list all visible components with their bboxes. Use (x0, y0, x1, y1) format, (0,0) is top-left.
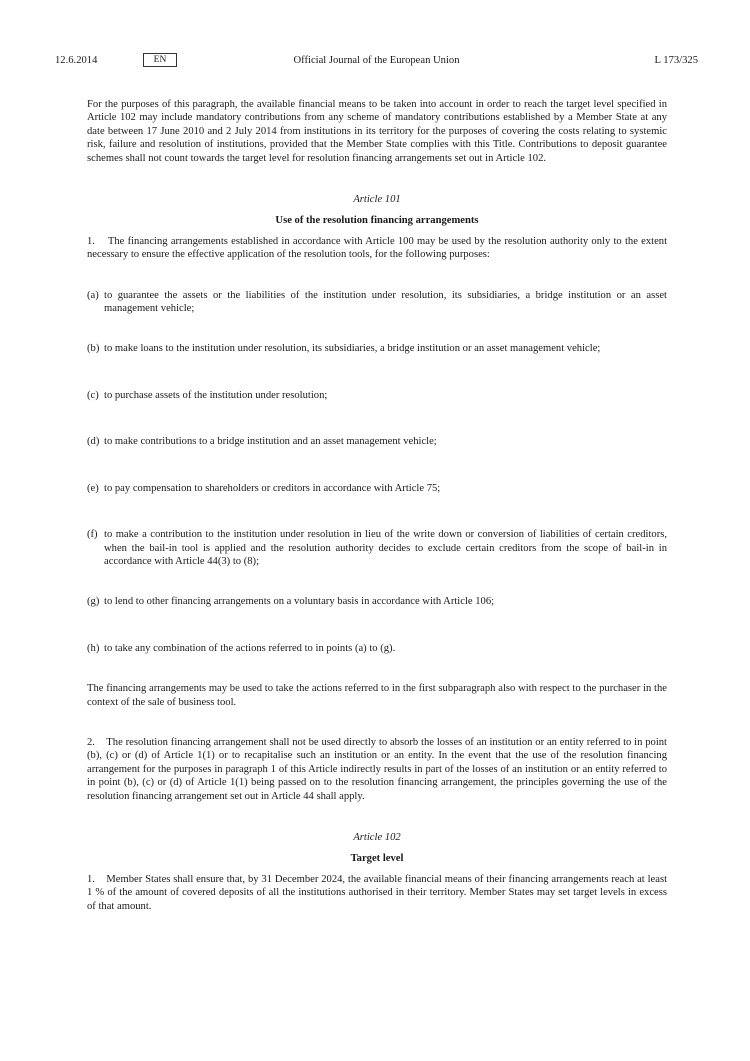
item-text: to take any combination of the actions referred to in points (a) to (g). (104, 642, 396, 654)
article-101-subparagraph: The financing arrangements may be used to take the actions referred to in the first subparagraph also with respect to the purchaser in the context of the sale of business tool. (87, 683, 667, 708)
paragraph-number: 1. (87, 873, 95, 885)
paragraph-number: 2. (87, 736, 95, 748)
publication-date: 12.6.2014 (55, 55, 98, 66)
article-102-number: Article 102 (353, 831, 401, 843)
list-item-c (87, 389, 667, 402)
item-label: (c) (87, 389, 99, 401)
language-badge: EN (143, 53, 177, 67)
paragraph-text: Member States shall ensure that, by 31 December 2024, the available financial means of their financing arrangements reach at least 1 % of the amount of covered deposits of all the institutions authorised in their territory. Member States may set target levels in excess of that amount. (87, 873, 668, 912)
article-102-title: Target level (350, 853, 404, 865)
item-text: to make loans to the institution under resolution, its subsidiaries, a bridge institution or an asset management vehicle; (104, 343, 601, 355)
list-item-g (87, 595, 667, 608)
paragraph-text: The resolution financing arrangement shall not be used directly to absorb the losses of an institution or an entity referred to in point (b), (c) or (d) of Article 1(1) or to recapitalise such an institution or an entity. In the event that the use of the resolution financing arrangement for the purposes in paragraph 1 of this Article indirectly results in part of the losses of an institution or an entity referred to in point (b), (c) or (d) of Article 1(1) being passed on to the resolution financing arrangement, the principles governing the use of the resolution financing arrangement set out in Article 44 shall apply. (87, 736, 667, 802)
item-label: (g) (87, 596, 100, 608)
item-text: to lend to other financing arrangements on a voluntary basis in accordance with Article 106; (104, 596, 495, 608)
paragraph-number: 1. (87, 235, 95, 247)
item-text: to make contributions to a bridge institution and an asset management vehicle; (104, 436, 437, 448)
list-item-e (87, 482, 667, 495)
article-101-number: Article 101 (353, 194, 401, 206)
list-item-b (87, 342, 667, 355)
list-item-h (87, 642, 667, 655)
item-label: (e) (87, 482, 99, 494)
item-label: (h) (87, 642, 100, 654)
item-label: (f) (87, 529, 98, 541)
item-text: to guarantee the assets or the liabilities of the institution under resolution, its subsidiaries, a bridge institution or an asset management vehicle; (104, 289, 667, 315)
page-header (55, 54, 698, 70)
item-text: to pay compensation to shareholders or creditors in accordance with Article 75; (104, 482, 441, 494)
page-reference: L 173/325 (654, 55, 698, 66)
item-text: to make a contribution to the institution under resolution in lieu of the write down or conversion of liabilities of certain creditors, when the bail-in tool is applied and the resolution authority decides to exclude certain creditors from the scope of bail-in in accordance with Article 44(3) to (8); (104, 529, 667, 567)
list-item-d (87, 435, 667, 448)
article-101-paragraph-2 (87, 736, 667, 803)
item-text: to purchase assets of the institution under resolution; (104, 389, 328, 401)
intro-paragraph: For the purposes of this paragraph, the available financial means to be taken into account in order to reach the target level specified in Article 102 may include mandatory contributions from any scheme of mandatory contributions established by a Member State at any date between 17 June 2010 and 2 July 2014 from institutions in its territory for the purposes of covering the costs relating to systemic risk, failure and resolution of institutions, provided that the Member State complies with this Title. Contributions to deposit guarantee schemes shall not count towards the target level for resolution financing arrangements set out in Article 102. (87, 99, 667, 164)
list-item-f (87, 528, 667, 568)
article-102-paragraph-1 (87, 873, 667, 913)
list-item-a (87, 289, 667, 316)
item-label: (a) (87, 289, 99, 301)
item-label: (d) (87, 436, 100, 448)
article-101-title: Use of the resolution financing arrangements (275, 215, 479, 227)
item-label: (b) (87, 343, 100, 355)
document-body (87, 98, 667, 913)
article-101-paragraph-1 (87, 235, 667, 262)
journal-title: Official Journal of the European Union (293, 55, 460, 66)
paragraph-text: The financing arrangements established in accordance with Article 100 may be used by the resolution authority only to the extent necessary to ensure the effective application of the resolution tools, for the following purposes: (87, 235, 668, 261)
